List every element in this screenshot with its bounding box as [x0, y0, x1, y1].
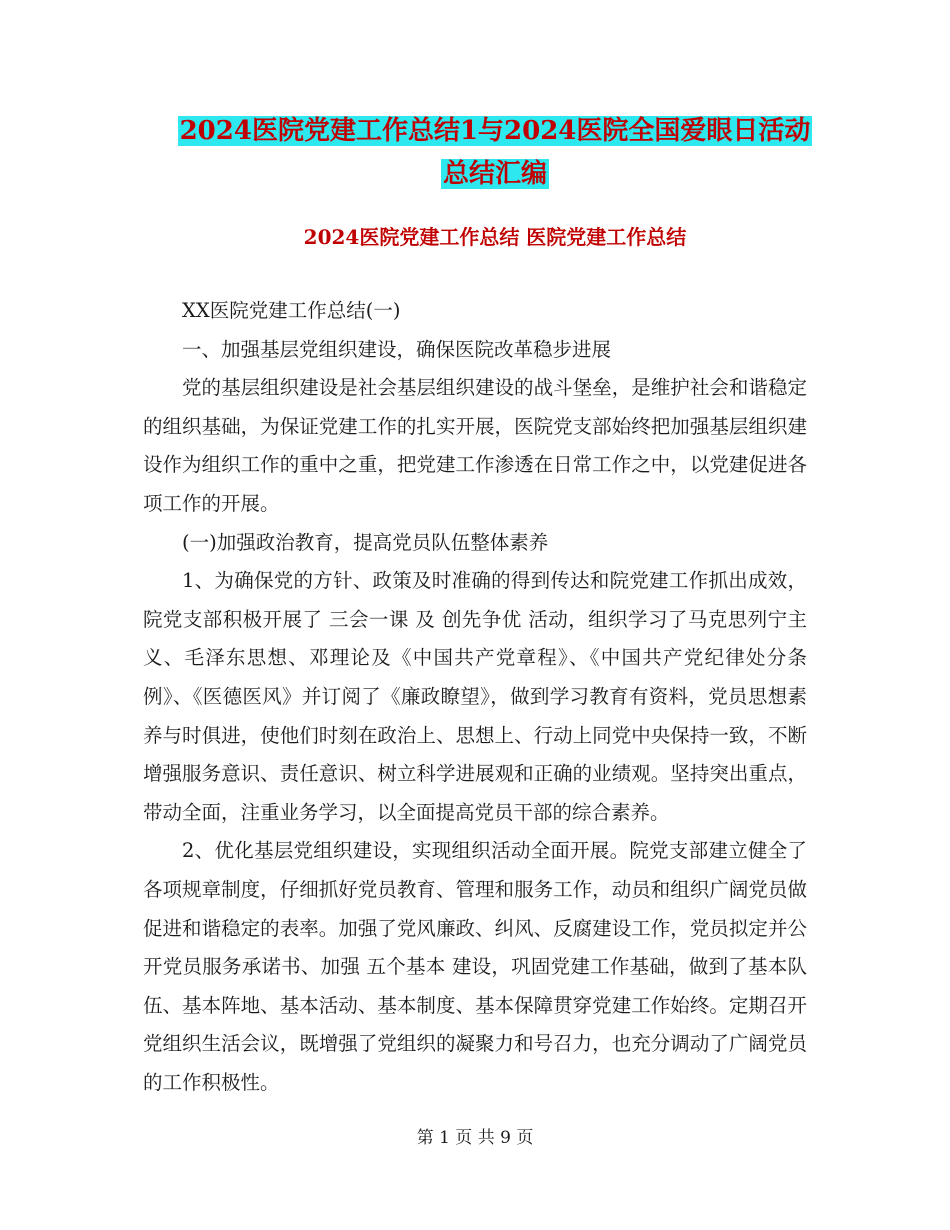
body-paragraph: 党的基层组织建设是社会基层组织建设的战斗堡垒，是维护社会和谐稳定的组织基础，为保证党建工作的扎实开展，医院党支部始终把加强基层组织建设作为组织工作的重中之重，把党建工作渗透在日常工作之中，以党建促进各项工作的开展。: [143, 376, 807, 515]
body-paragraph: 2、优化基层党组织建设，实现组织活动全面开展。院党支部建立健全了各项规章制度，仔细抓好党员教育、管理和服务工作，动员和组织广阔党员做促进和谐稳定的表率。加强了党风廉政、纠风、反腐建设工作，党员拟定并公开党员服务承诺书、加强 五个基本 建设，巩固党建工作基础，做到了基本队伍、基本阵地、基本活动、基本制度、基本保障贯穿党建工作始终。定期召开党组织生活会议，既增强了党组织的凝聚力和号召力，也充分调动了广阔党员的工作积极性。: [143, 839, 807, 1094]
document-title-text-2: 总结汇编: [442, 159, 547, 189]
document-title-line-2: [140, 152, 850, 196]
document-title-line-1: [140, 109, 850, 153]
document-title-text-1: 2024医院党建工作总结1与2024医院全国爱眼日活动: [179, 116, 811, 146]
body-paragraph: 1、为确保党的方针、政策及时准确的得到传达和院党建工作抓出成效，院党支部积极开展了 三会一课 及 创先争优 活动，组织学习了马克思列宁主义、毛泽东思想、邓理论及《中国共产党章程》、《中国共产党纪律处分条例》、《医德医风》并订阅了《廉政瞭望》，做到学习教育有资料，党员思想素养与时俱进，使他们时刻在政治上、思想上、行动上同党中央保持一致，不断增强服务意识、责任意识、树立科学进展观和正确的业绩观。坚持突出重点，带动全面，注重业务学习，以全面提高党员干部的综合素养。: [143, 569, 807, 824]
page-footer: 第 1 页 共 9 页: [416, 1128, 534, 1148]
document-body: [143, 292, 807, 1102]
body-paragraph: (一)加强政治教育，提高党员队伍整体素养: [182, 530, 549, 554]
section-title: 2024医院党建工作总结 医院党建工作总结: [303, 225, 687, 249]
body-paragraph: XX医院党建工作总结(一): [182, 299, 401, 322]
body-paragraph: 一、加强基层党组织建设，确保医院改革稳步进展: [182, 337, 612, 361]
